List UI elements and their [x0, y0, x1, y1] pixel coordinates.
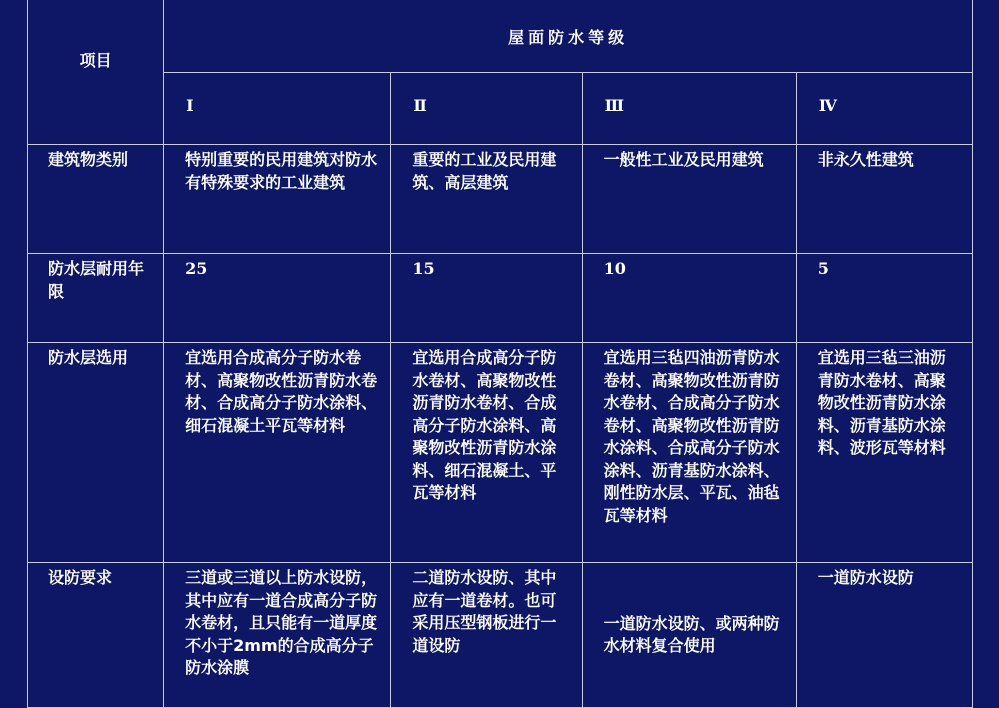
row-label: 防水层耐用年限 — [28, 254, 164, 343]
table-cell: 一道防水设防、或两种防水材料复合使用 — [582, 563, 796, 708]
table-cell: 10 — [582, 254, 796, 343]
table-cell: 宜选用三毡三油沥青防水卷材、高聚物改性沥青防水涂料、沥青基防水涂料、波形瓦等材料 — [796, 343, 972, 563]
table-row-service-life — [28, 254, 973, 343]
waterproof-grade-table — [27, 0, 973, 708]
table-cell: 一般性工业及民用建筑 — [582, 145, 796, 254]
title-row — [28, 0, 973, 73]
grade-1-header: Ⅰ — [164, 73, 391, 145]
table-cell: 二道防水设防、其中应有一道卷材。也可采用压型钢板进行一道设防 — [391, 563, 582, 708]
grade-row — [28, 73, 973, 145]
table-cell: 15 — [391, 254, 582, 343]
table-cell: 三道或三道以上防水设防，其中应有一道合成高分子防水卷材，且只能有一道厚度不小于2mm的合成高分子防水涂膜 — [164, 563, 391, 708]
row-label: 防水层选用 — [28, 343, 164, 563]
table-row-materials — [28, 343, 973, 563]
item-header: 项目 — [28, 0, 164, 145]
table-cell: 25 — [164, 254, 391, 343]
table-row-building-category — [28, 145, 973, 254]
table-cell: 非永久性建筑 — [796, 145, 972, 254]
grade-2-header: Ⅱ — [391, 73, 582, 145]
table-cell: 宜选用合成高分子防水卷材、高聚物改性沥青防水卷材、合成高分子防水涂料、高聚物改性沥青防水涂料、细石混凝土、平瓦等材料 — [391, 343, 582, 563]
table-title: 屋面防水等级 — [164, 0, 973, 73]
table-cell: 特别重要的民用建筑对防水有特殊要求的工业建筑 — [164, 145, 391, 254]
table-cell: 一道防水设防 — [796, 563, 972, 708]
row-label: 设防要求 — [28, 563, 164, 708]
table-cell: 宜选用三毡四油沥青防水卷材、高聚物改性沥青防水卷材、合成高分子防水卷材、高聚物改性沥青防水涂料、合成高分子防水涂料、沥青基防水涂料、刚性防水层、平瓦、油毡瓦等材料 — [582, 343, 796, 563]
grade-4-header: Ⅳ — [796, 73, 972, 145]
table-cell: 重要的工业及民用建筑、高层建筑 — [391, 145, 582, 254]
table-row-defense-requirement — [28, 563, 973, 708]
table-cell: 5 — [796, 254, 972, 343]
grade-3-header: Ⅲ — [582, 73, 796, 145]
row-label: 建筑物类别 — [28, 145, 164, 254]
table-cell: 宜选用合成高分子防水卷材、高聚物改性沥青防水卷材、合成高分子防水涂料、细石混凝土平瓦等材料 — [164, 343, 391, 563]
